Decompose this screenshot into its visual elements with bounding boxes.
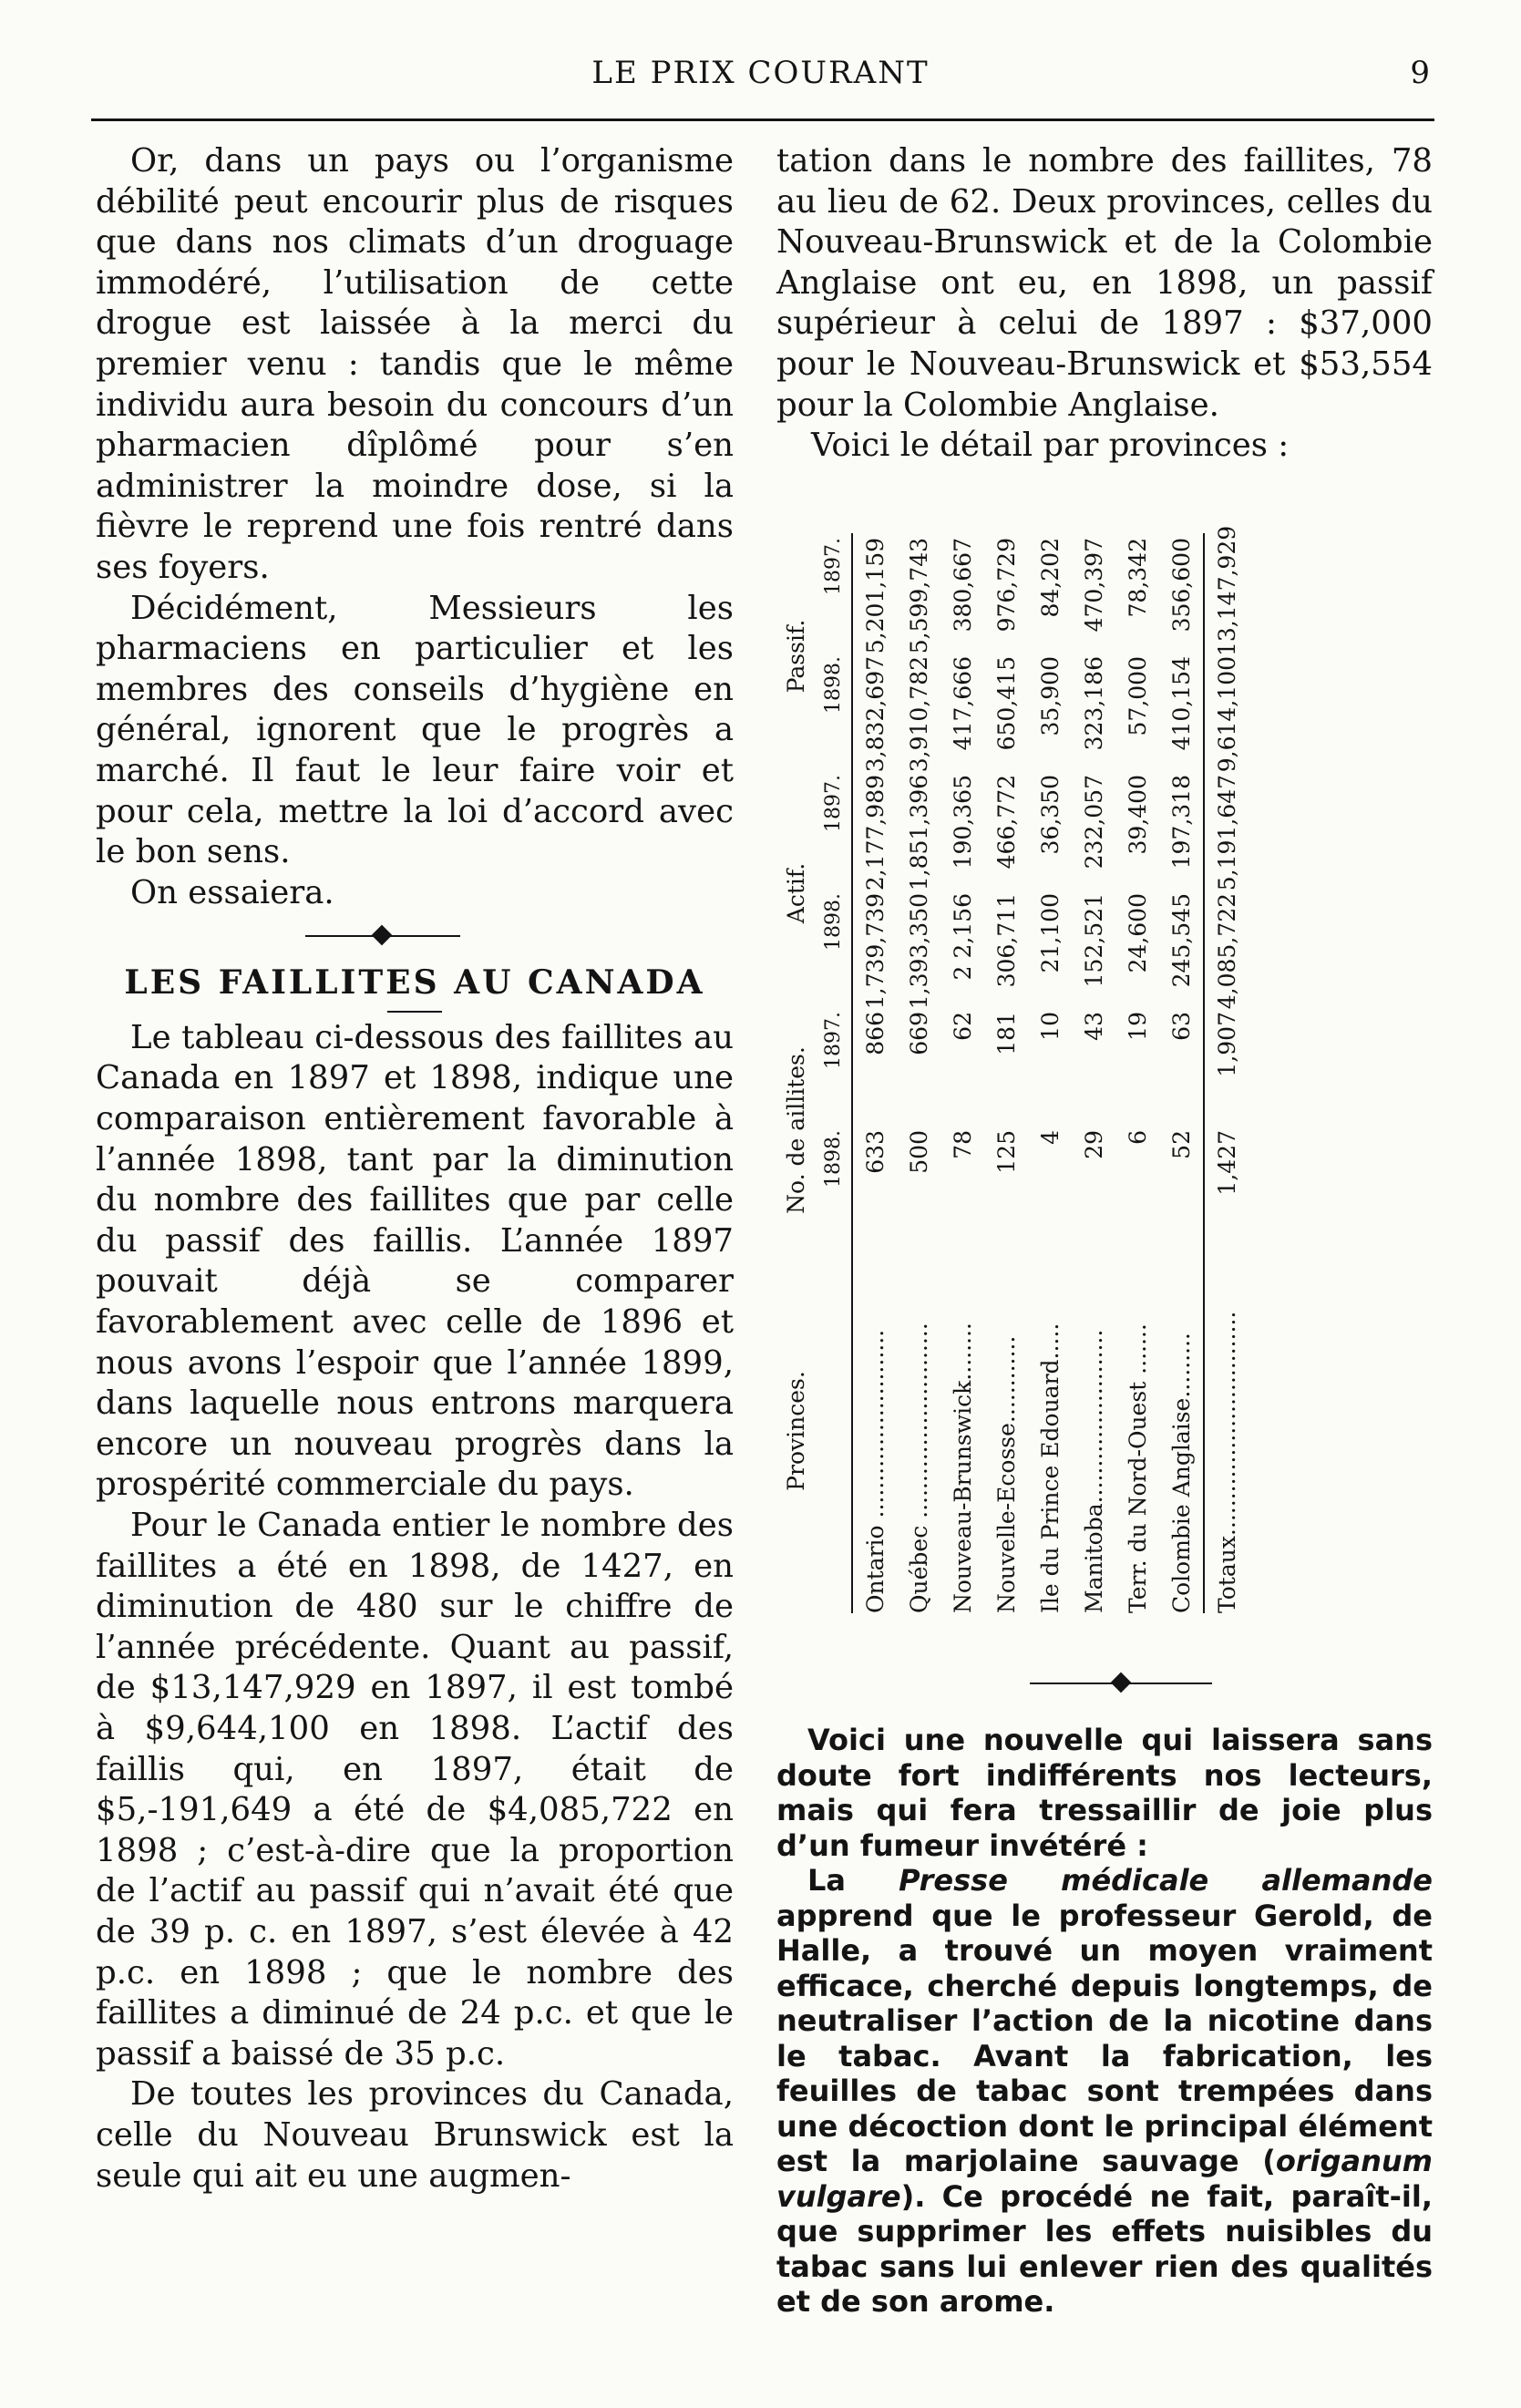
table-subheader xyxy=(815,533,851,1613)
cell: 1,427 xyxy=(1213,1130,1240,1196)
province-name: Nouveau-Brunswick........ xyxy=(949,1322,976,1613)
notice-intro: Voici une nouvelle qui laissera sans doute fort indifférents nos lecteurs, mais qui fera tressaillir de joie plus d’un fumeur invétéré : xyxy=(776,1723,1433,1863)
province-name: Québec ........................... xyxy=(905,1322,932,1613)
left-column xyxy=(96,141,734,2197)
cell: 39,400 xyxy=(1124,775,1151,855)
cell: 5,191,647 xyxy=(1213,775,1240,891)
cell: 57,000 xyxy=(1124,656,1151,736)
closing-line: On essaiera. xyxy=(130,873,334,911)
year-label: 1898. xyxy=(821,893,845,951)
table-row xyxy=(940,533,984,1613)
table-header xyxy=(776,533,815,1613)
cell: 190,365 xyxy=(949,775,976,870)
paragraph: Voici le détail par provinces : xyxy=(811,427,1290,465)
year-label: 1898. xyxy=(821,1130,845,1188)
province-name: Ontario .......................... xyxy=(861,1329,889,1613)
cell: 466,772 xyxy=(992,775,1020,870)
cell: 3,910,782 xyxy=(905,656,932,773)
cell: 1,739,739 xyxy=(861,893,889,1010)
cell: 197,318 xyxy=(1167,775,1195,870)
cell: 417,666 xyxy=(949,656,976,751)
header-passif: Passif. xyxy=(782,619,809,694)
cell: 5,599,743 xyxy=(905,538,932,654)
cell: 356,600 xyxy=(1167,538,1195,633)
latin-name: origanum vulgare xyxy=(776,2144,1433,2214)
cell: 5,201,159 xyxy=(861,538,889,654)
paragraph: Pour le Canada entier le nombre des faillites a été en 1898, de 1427, en diminution de 480 sur le chiffre de l’année précédente. Quant au passif, de $13,147,929 en 1897, il est tombé à $9,644,100 en 1898. L’actif des faillis qui, en 1897, était de $5,-191,649 a été de $4,085,722 en 1898 ; c’est-à-dire que la proportion de l’actif au passif qui n’avait été que de 39 p. c. en 1897, s’est élevée à 42 p.c. en 1898 ; que le nombre des faillites a diminué de 24 p.c. et que le passif a baissé de 35 p.c. xyxy=(96,1507,734,2073)
cell: 78,342 xyxy=(1124,538,1151,618)
page-number: 9 xyxy=(1410,55,1430,91)
table-row xyxy=(853,533,897,1613)
cell: 43 xyxy=(1080,1012,1107,1041)
cell: 13,147,929 xyxy=(1213,525,1240,656)
total-label: Totaux............................... xyxy=(1213,1311,1240,1613)
table-row xyxy=(1072,533,1115,1613)
cell: 36,350 xyxy=(1036,775,1064,855)
paragraph: Or, dans un pays ou l’organisme débilité peut encourir plus de risques que dans nos climats d’un droguage immodéré, l’utilisation de cette drogue est laissée à la merci du premier venu : tandis que le même individu aura besoin du concours d’un pharmacien dîplômé pour s’en administrer la moindre dose, si la fièvre le reprend une fois rentré dans ses foyers. xyxy=(96,142,734,586)
paragraph: Le tableau ci-dessous des faillites au Canada en 1897 et 1898, indique une comparaison entièrement favorable à l’année 1898, tant par la diminution du nombre des faillites que par celle du passif des faillis. L’année 1897 pouvait déjà se comparer favorablement avec celle de 1896 et nous avons l’espoir que l’année 1899, dans laquelle nous entrons marquera encore un nouveau progrès dans la prospérité commerciale du pays. xyxy=(96,1018,734,1504)
cell: 52 xyxy=(1167,1130,1195,1159)
cell: 152,521 xyxy=(1080,893,1107,988)
cell: 470,397 xyxy=(1080,538,1107,633)
cell: 232,057 xyxy=(1080,775,1107,870)
section-divider xyxy=(96,913,734,959)
failures-table xyxy=(776,525,1433,1613)
diamond-ornament-icon xyxy=(1111,1672,1132,1693)
province-name: Terr. du Nord-Ouest ....... xyxy=(1124,1323,1151,1613)
cell: 21,100 xyxy=(1036,893,1064,973)
cell: 24,600 xyxy=(1124,893,1151,973)
cell: 2 2,156 xyxy=(949,893,976,981)
cell: 650,415 xyxy=(992,656,1020,751)
table-total-row xyxy=(1205,525,1249,1613)
cell: 2,177,989 xyxy=(861,775,889,891)
cell: 125 xyxy=(992,1130,1020,1174)
table-row xyxy=(984,533,1028,1613)
province-name: Colombie Anglaise......... xyxy=(1167,1333,1195,1613)
cell: 63 xyxy=(1167,1012,1195,1041)
cell: 633 xyxy=(861,1130,889,1174)
cell: 3,832,697 xyxy=(861,656,889,773)
cell: 306,711 xyxy=(992,893,1020,988)
province-name: Ile du Prince Edouard..... xyxy=(1036,1322,1064,1613)
notice-text: ). Ce procédé ne fait, paraît-il, que supprimer les effets nuisibles du tabac sans lui enlever rien des qualités et de son arome. xyxy=(776,2178,1433,2319)
paragraph: Décidément, Messieurs les pharmaciens en particulier et les membres des conseils d’hygiène en général, ignorent que le progrès a marché. Il faut le leur faire voir et pour cela, mettre la loi d’accord avec le bon sens. xyxy=(96,589,734,871)
header-faillites: No. de aillites. xyxy=(782,1046,809,1214)
cell: 380,667 xyxy=(949,538,976,633)
diamond-ornament-icon xyxy=(372,925,393,946)
cell: 35,900 xyxy=(1036,656,1064,736)
tobacco-notice xyxy=(776,1723,1433,2320)
cell: 669 xyxy=(905,1012,932,1055)
cell: 976,729 xyxy=(992,538,1020,633)
cell: 19 xyxy=(1124,1012,1151,1041)
cell: 1,907 xyxy=(1213,1012,1240,1077)
table-row xyxy=(1028,533,1072,1613)
cell: 6 xyxy=(1124,1130,1151,1145)
cell: 245,545 xyxy=(1167,893,1195,988)
table-row xyxy=(1159,533,1203,1613)
year-label: 1897. xyxy=(821,538,845,595)
year-label: 1898. xyxy=(821,656,845,714)
paragraph: De toutes les provinces du Canada, celle du Nouveau Brunswick est la seule qui ait eu une augmen- xyxy=(96,2075,734,2195)
running-title: LE PRIX COURANT xyxy=(591,55,930,91)
cell: 866 xyxy=(861,1012,889,1055)
section-title: LES FAILLITES AU CANADA xyxy=(124,963,705,1003)
notice-text: apprend que le professeur Gerold, de Halle, a trouvé un moyen vraiment efficace, cherché depuis longtemps, de neutraliser l’action de la nicotine dans le tabac. Avant la fabrication, les feuilles de tabac sont trempées dans une décoction dont le principal élément est la marjolaine sauvage ( xyxy=(776,1898,1433,2178)
cell: 410,154 xyxy=(1167,656,1195,751)
province-name: Nouvelle-Ecosse............ xyxy=(992,1335,1020,1613)
cell: 10 xyxy=(1036,1012,1064,1041)
section-divider xyxy=(802,1672,1440,1699)
cell: 78 xyxy=(949,1130,976,1159)
cell: 323,186 xyxy=(1080,656,1107,751)
header-actif: Actif. xyxy=(782,862,809,924)
right-column xyxy=(776,141,1433,467)
cell: 500 xyxy=(905,1130,932,1174)
notice-text: La xyxy=(807,1863,899,1898)
table-row xyxy=(897,533,940,1613)
province-name: Manitoba........................ xyxy=(1080,1329,1107,1613)
year-label: 1897. xyxy=(821,775,845,832)
cell: 181 xyxy=(992,1012,1020,1055)
cell: 1,393,350 xyxy=(905,893,932,1010)
journal-name: Presse médicale allemande xyxy=(899,1863,1434,1898)
year-label: 1897. xyxy=(821,1012,845,1069)
failures-table-area xyxy=(776,525,1442,1641)
header-rule xyxy=(91,118,1434,121)
cell: 9,614,100 xyxy=(1213,656,1240,773)
cell: 29 xyxy=(1080,1130,1107,1159)
paragraph: tation dans le nombre des faillites, 78 au lieu de 62. Deux provinces, celles du Nouveau-Brunswick et de la Colombie Anglaise ont eu, en 1898, un passif supérieur à celui de 1897 : $37,000 pour le Nouveau-Brunswick et $53,554 pour la Colombie Anglaise. xyxy=(776,142,1433,424)
notice-body xyxy=(776,1863,1433,2320)
cell: 4 xyxy=(1036,1130,1064,1145)
cell: 4,085,722 xyxy=(1213,893,1240,1010)
cell: 84,202 xyxy=(1036,538,1064,618)
cell: 62 xyxy=(949,1012,976,1041)
table-row xyxy=(1115,533,1159,1613)
header-provinces: Provinces. xyxy=(782,1371,809,1491)
running-head xyxy=(0,55,1521,106)
title-rule xyxy=(387,1011,442,1013)
cell: 1,851,396 xyxy=(905,775,932,891)
